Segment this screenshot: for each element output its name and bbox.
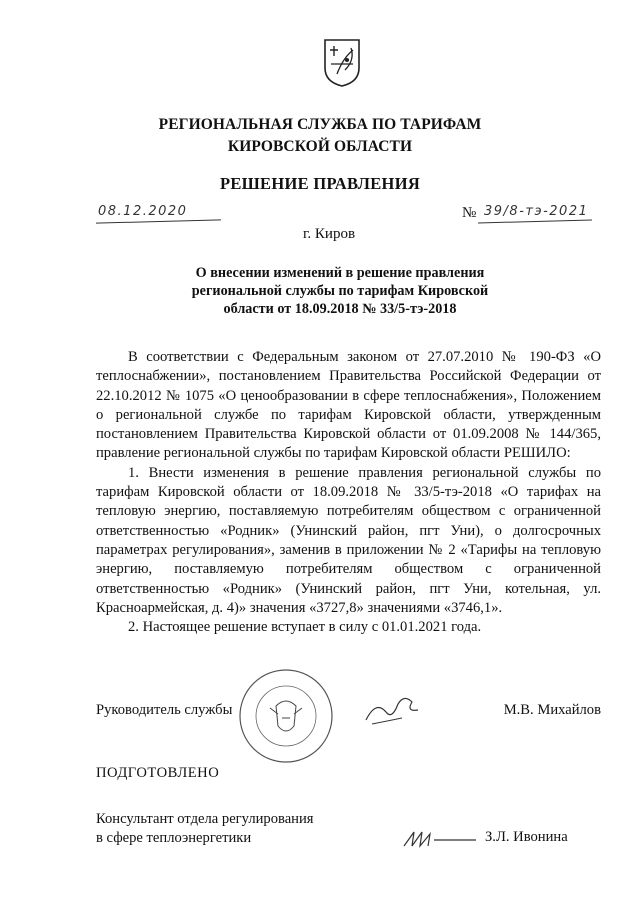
date-underline bbox=[96, 219, 221, 223]
document-title: РЕШЕНИЕ ПРАВЛЕНИЯ bbox=[219, 174, 421, 193]
number-underline bbox=[478, 220, 592, 224]
preamble-paragraph: В соответствии с Федеральным законом от 27.07.2010 № 190-ФЗ «О теплоснабжении», постановлением Правительства Российской Федерации от 22.10.2012 № 1075 «О ценообразовании в сфере теплоснабжения», Положением о региональной службе по тарифам Кировской области, утвержденным постановлением Правительства Кировской области от 01.09.2008 № 144/365, правление региональной службы по тарифам Кировской области РЕШИЛО: bbox=[96, 349, 601, 462]
document-number: 39/8-тэ-2021 bbox=[484, 204, 589, 219]
signature-icon bbox=[362, 690, 422, 730]
preparer-name: З.Л. Ивонина bbox=[485, 829, 568, 845]
prepared-label: ПОДГОТОВЛЕНО bbox=[96, 765, 220, 781]
item-1-paragraph: 1. Внести изменения в решение правления региональной службы по тарифам Кировской области от 18.09.2018 № 33/5-тэ-2018 «О тарифах на тепловую энергию, поставляемую потребителям обществом с ограниченной ответственностью «Родник» (Унинский район, пгт Уни), о долгосрочных параметрах регулирования», заменив в приложении № 2 «Тарифы на тепловую энергию, поставляемую потребителям обществом с ограниченной ответственностью «Родник» (Унинский район, пгт Уни, котельная, ул. Красноармейская, д. 4)» значения «3727,8» значениями «3746,1». bbox=[96, 464, 601, 616]
item-2-paragraph: 2. Настоящее решение вступает в силу с 01.01.2021 года. bbox=[128, 619, 482, 636]
role-line2: в сфере теплоэнергетики bbox=[96, 830, 252, 846]
subject-line3: области от 18.09.2018 № 33/5-тэ-2018 bbox=[223, 301, 457, 317]
signer-position: Руководитель службы bbox=[96, 702, 233, 718]
official-seal-icon bbox=[226, 666, 346, 766]
preparer-signature-icon bbox=[400, 826, 480, 852]
org-name-line1: РЕГИОНАЛЬНАЯ СЛУЖБА ПО ТАРИФАМ bbox=[158, 116, 482, 133]
document-date: 08.12.2020 bbox=[98, 204, 188, 219]
subject-line2: региональной службы по тарифам Кировской bbox=[191, 283, 489, 299]
role-line1: Консультант отдела регулирования bbox=[96, 811, 314, 827]
coat-of-arms-icon bbox=[323, 38, 361, 88]
prepared-by-role bbox=[96, 810, 314, 848]
city: г. Киров bbox=[302, 226, 356, 242]
signer-name: М.В. Михайлов bbox=[503, 702, 601, 718]
document-subject bbox=[190, 264, 490, 318]
number-sign: № bbox=[462, 205, 477, 221]
subject-line1: О внесении изменений в решение правления bbox=[195, 265, 485, 281]
document-body bbox=[96, 348, 601, 637]
org-name-line2: КИРОВСКОЙ ОБЛАСТИ bbox=[227, 138, 413, 155]
